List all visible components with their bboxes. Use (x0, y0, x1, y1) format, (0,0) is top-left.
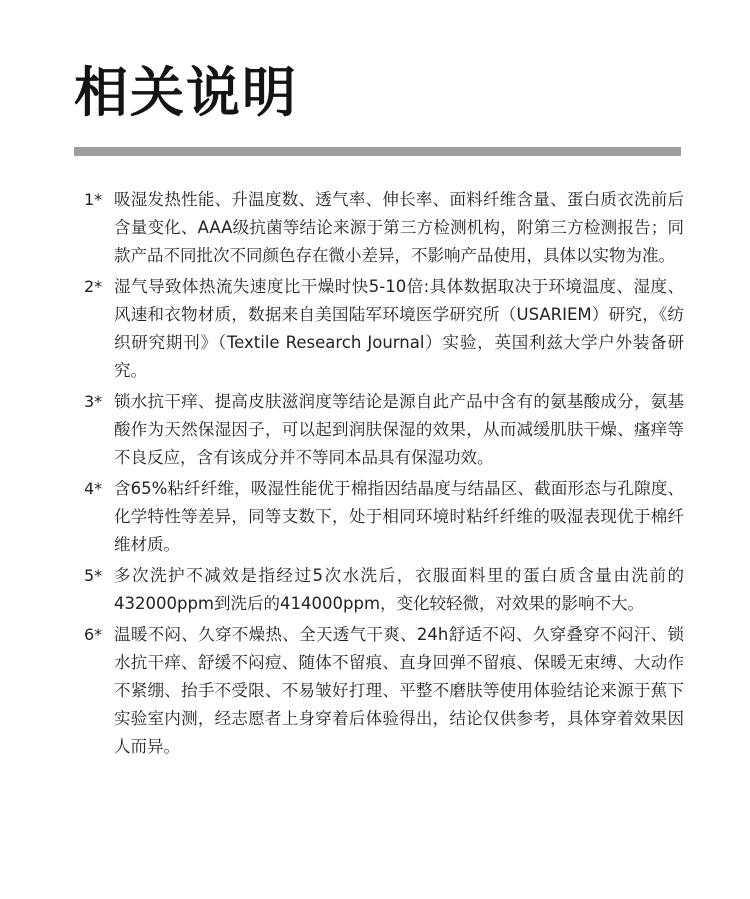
note-text: 温暖不闷、久穿不燥热、全天透气干爽、24h舒适不闷、久穿叠穿不闷汗、锁水抗干痒、舒缓不闷痘、随体不留痕、直身回弹不留痕、保暖无束缚、大动作不紧绷、抬手不受限、不易皱好打理、平整不磨肤等使用体验结论来源于蕉下实验室内测，经志愿者上身穿着后体验得出，结论仅供参考，具体穿着效果因人而异。 (114, 625, 684, 756)
note-item (84, 562, 684, 618)
page-title: 相关说明 (74, 61, 298, 124)
notes-list (84, 186, 684, 764)
note-marker: 4* (84, 479, 103, 498)
note-marker: 6* (84, 625, 103, 644)
note-text: 含65%粘纤纤维，吸湿性能优于棉指因结晶度与结晶区、截面形态与孔隙度、化学特性等差异，同等支数下，处于相同环境时粘纤纤维的吸湿表现优于棉纤维材质。 (114, 479, 684, 554)
note-text: 多次洗护不减效是指经过5次水洗后，衣服面料里的蛋白质含量由洗前的432000ppm到洗后的414000ppm，变化较轻微，对效果的影响不大。 (114, 566, 684, 613)
note-item (84, 273, 684, 385)
note-text: 锁水抗干痒、提高皮肤滋润度等结论是源自此产品中含有的氨基酸成分，氨基酸作为天然保湿因子，可以起到润肤保湿的效果，从而减缓肌肤干燥、瘙痒等不良反应，含有该成分并不等同本品具有保湿功效。 (114, 392, 684, 467)
note-item (84, 388, 684, 472)
note-text: 湿气导致体热流失速度比干燥时快5-10倍:具体数据取决于环境温度、湿度、风速和衣物材质，数据来自美国陆军环境医学研究所（USARIEM）研究，《纺织研究期刊》（Textile Research Journal）实验，英国利兹大学户外装备研究。 (114, 277, 684, 380)
note-item (84, 186, 684, 270)
note-marker: 2* (84, 277, 103, 296)
note-marker: 5* (84, 566, 103, 585)
note-marker: 1* (84, 190, 103, 209)
note-item (84, 621, 684, 761)
note-marker: 3* (84, 392, 103, 411)
title-divider (74, 147, 681, 156)
note-item (84, 475, 684, 559)
note-text: 吸湿发热性能、升温度数、透气率、伸长率、面料纤维含量、蛋白质衣洗前后含量变化、AAA级抗菌等结论来源于第三方检测机构，附第三方检测报告；同款产品不同批次不同颜色存在微小差异，不影响产品使用，具体以实物为准。 (114, 190, 684, 265)
